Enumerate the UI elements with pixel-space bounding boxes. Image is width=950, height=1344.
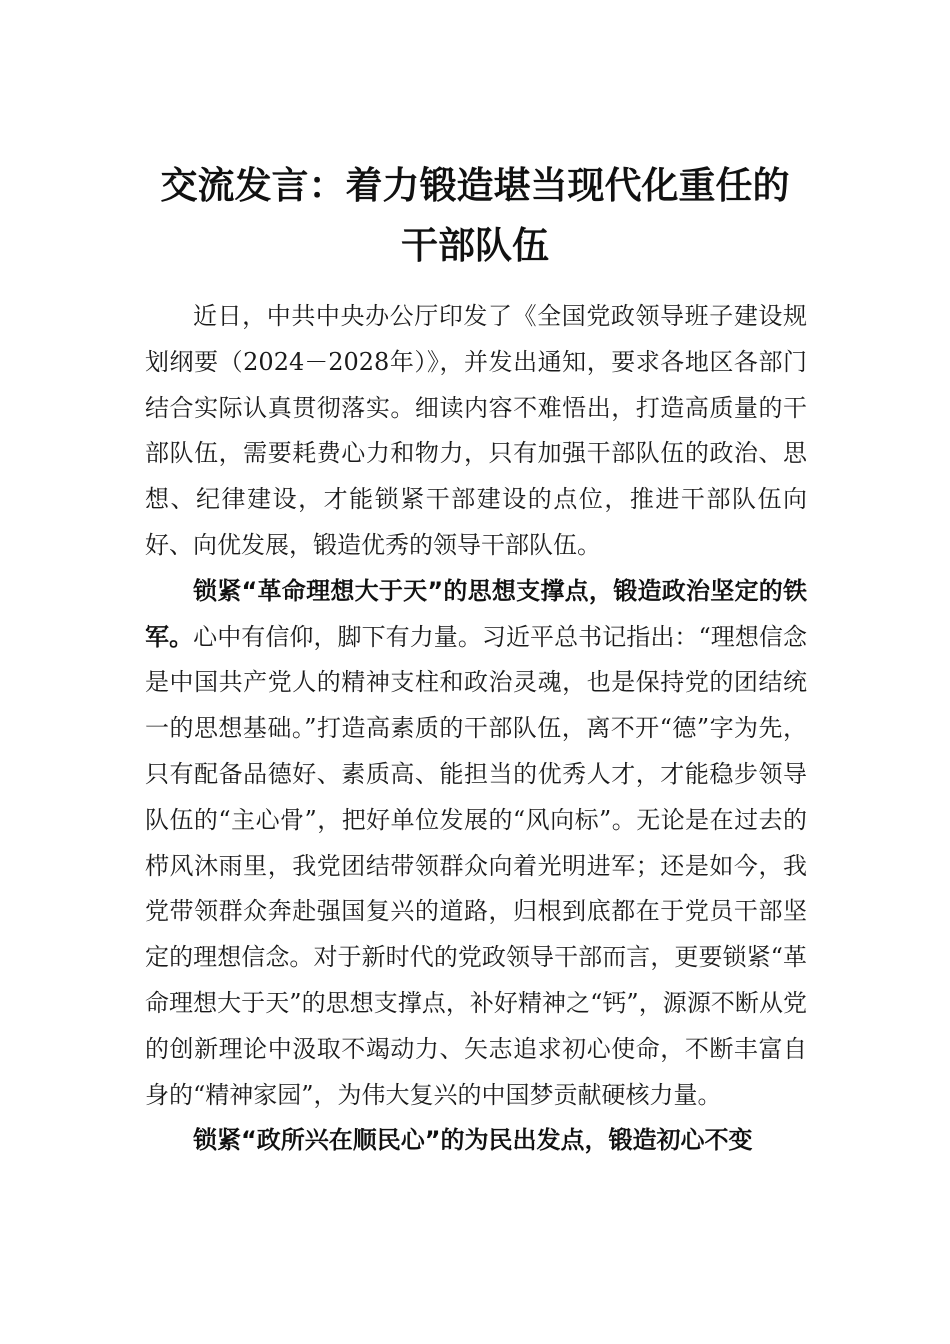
document-title: 交流发言：着力锻造堪当现代化重任的干部队伍 (160, 163, 790, 267)
paragraph-people (145, 1118, 807, 1164)
paragraph-text: 心中有信仰，脚下有力量。习近平总书记指出：“理想信念是中国共产党人的精神支柱和政治灵魂，也是保持党的团结统一的思想基础。”打造高素质的干部队伍，离不开“德”字为先，只有配备品德好、素质高、能担当的优秀人才，才能稳步领导队伍的“主心骨”，把好单位发展的“风向标”。无论是在过去的栉风沐雨里，我党团结带领群众向着光明进军；还是如今，我党带领群众奔赴强国复兴的道路，归根到底都在于党员干部坚定的理想信念。对于新时代的党政领导干部而言，更要锁紧“革命理想大于天”的思想支撑点，补好精神之“钙”，源源不断从党的创新理论中汲取不竭动力、矢志追求初心使命，不断丰富自身的“精神家园”，为伟大复兴的中国梦贡献硬核力量。 (145, 622, 807, 1109)
paragraph-lead-heading: 锁紧“革命理想大于天”的思想支撑点，锻造政治坚定的铁军。 (145, 576, 807, 651)
paragraph-lead-heading: 锁紧“政所兴在顺民心”的为民出发点，锻造初心不变 (193, 1126, 753, 1155)
document-body (145, 294, 807, 1164)
paragraph-intro (145, 294, 807, 569)
paragraph-ideals (145, 569, 807, 1119)
paragraph-text: 近日，中共中央办公厅印发了《全国党政领导班子建设规划纲要（2024－2028年）》，并发出通知，要求各地区各部门结合实际认真贯彻落实。细读内容不难悟出，打造高质量的干部队伍，需要耗费心力和物力，只有加强干部队伍的政治、思想、纪律建设，才能锁紧干部建设的点位，推进干部队伍向好、向优发展，锻造优秀的领导干部队伍。 (145, 302, 807, 559)
